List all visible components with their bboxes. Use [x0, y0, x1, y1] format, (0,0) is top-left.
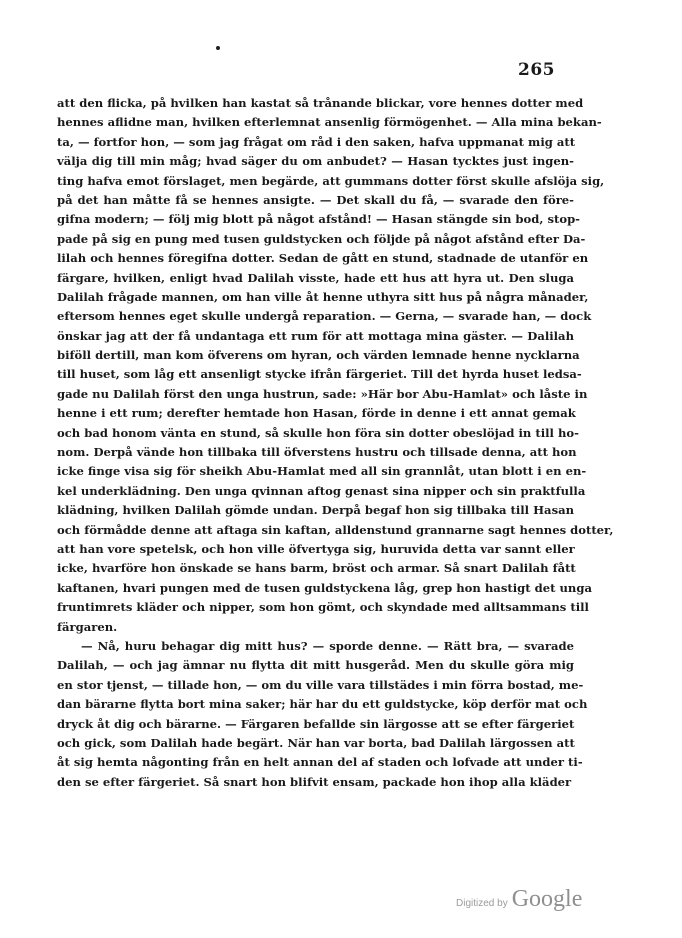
text-line: fruntimrets kläder och nipper, som hon gömt, och skyndade med alltsammans till: [57, 600, 589, 615]
body-text: [57, 94, 614, 792]
text-line: välja dig till min måg; hvad säger du om anbudet? — Hasan tycktes just ingen-: [57, 154, 574, 169]
text-line: hennes aflidne man, hvilken efterlemnat ansenlig förmögenhet. — Alla mina bekan-: [57, 115, 602, 130]
text-line: klädning, hvilken Dalilah gömde undan. Derpå begaf hon sig tillbaka till Hasan: [57, 503, 575, 518]
ink-speck: [216, 46, 220, 50]
text-line: och bad honom vänta en stund, så skulle hon föra sin dotter obeslöjad in till ho-: [57, 425, 579, 440]
text-line: och förmådde denne att aftaga sin kaftan, alldenstund grannarne sagt hennes dotter,: [57, 522, 614, 537]
text-line: Dalilah frågade mannen, om han ville åt henne uthyra sitt hus på några månader,: [57, 289, 589, 304]
text-line: biföll dertill, man kom öfverens om hyran, och värden lemnade henne nycklarna: [57, 348, 580, 363]
text-line: att den flicka, på hvilken han kastat så trånande blickar, vore hennes dotter med: [57, 96, 584, 110]
text-line: dan bärarne flytta bort mina saker; här har du ett guldstycke, köp derför mat och: [57, 697, 588, 712]
text-line: dryck åt dig och bärarne. — Färgaren befallde sin lärgosse att se efter färgeriet: [57, 716, 575, 731]
text-line: på det han måtte få se hennes ansigte. — Det skall du få, — svarade den före-: [57, 192, 574, 207]
text-line: färgaren.: [57, 619, 118, 634]
text-line: önskar jag att der få undantaga ett rum för att mottaga mina gäster. — Dalilah: [57, 328, 574, 343]
text-line: att han vore spetelsk, och hon ville öfvertyga sig, huruvida detta var sannt eller: [57, 541, 575, 556]
text-line: den se efter färgeriet. Så snart hon blifvit ensam, packade hon ihop alla kläder: [57, 774, 572, 789]
text-line: nom. Derpå vände hon tillbaka till öfverstens hustru och tillsade denna, att hon: [57, 445, 577, 460]
text-line: icke, hvarföre hon önskade se hans barm, bröst och armar. Så snart Dalilah fått: [57, 561, 576, 576]
text-line: Dalilah, — och jag ämnar nu flytta dit mitt husgeråd. Men du skulle göra mig: [57, 658, 574, 673]
text-line: en stor tjenst, — tillade hon, — om du ville vara tillstädes i min förra bostad, me-: [57, 677, 584, 692]
paragraph: [57, 94, 614, 637]
google-logo: Google: [511, 886, 583, 912]
text-line: gifna modern; — följ mig blott på något afstånd! — Hasan stängde sin bod, stop-: [57, 212, 580, 227]
text-line: åt sig hemta någonting från en helt annan del af staden och lofvade att under ti-: [57, 755, 583, 770]
text-line: lilah och hennes föregifna dotter. Sedan de gått en stund, stadnade de utanför en: [57, 251, 589, 266]
text-line: och gick, som Dalilah hade begärt. När han var borta, bad Dalilah lärgossen att: [57, 735, 575, 750]
text-line: pade på sig en pung med tusen guldstycken och följde på något afstånd efter Da-: [57, 231, 586, 246]
digitized-watermark: [456, 886, 582, 913]
text-line: kel underklädning. Den unga qvinnan aftog genast sina nipper och sin praktfulla: [57, 483, 586, 498]
text-line: henne i ett rum; derefter hemtade hon Hasan, förde in denne i ett annat gemak: [57, 406, 576, 421]
watermark-prefix: Digitized by: [456, 898, 508, 909]
paragraph: [57, 637, 588, 792]
text-line: kaftanen, hvari pungen med de tusen guldstyckena låg, grep hon hastigt det unga: [57, 580, 592, 595]
text-line: icke finge visa sig för sheikh Abu-Hamlat med all sin grannlåt, utan blott i en en-: [57, 464, 587, 479]
page-number: 265: [518, 60, 555, 80]
text-line: ta, — fortfor hon, — som jag frågat om råd i den saken, hafva uppmanat mig att: [57, 134, 576, 149]
text-line: ting hafva emot förslaget, men begärde, att gummans dotter först skulle afslöja sig,: [57, 173, 605, 188]
text-line: färgare, hvilken, enligt hvad Dalilah visste, hade ett hus att hyra ut. Den sluga: [57, 270, 574, 285]
text-line: gade nu Dalilah först den unga hustrun, sade: »Här bor Abu-Hamlat» och låste in: [57, 386, 588, 401]
text-line: — Nå, huru behagar dig mitt hus? — sporde denne. — Rätt bra, — svarade: [81, 638, 574, 653]
text-line: till huset, som låg ett ansenligt stycke ifrån färgeriet. Till det hyrda huset ledsa-: [57, 367, 582, 382]
text-line: eftersom hennes eget skulle undergå reparation. — Gerna, — svarade han, — dock: [57, 309, 592, 324]
